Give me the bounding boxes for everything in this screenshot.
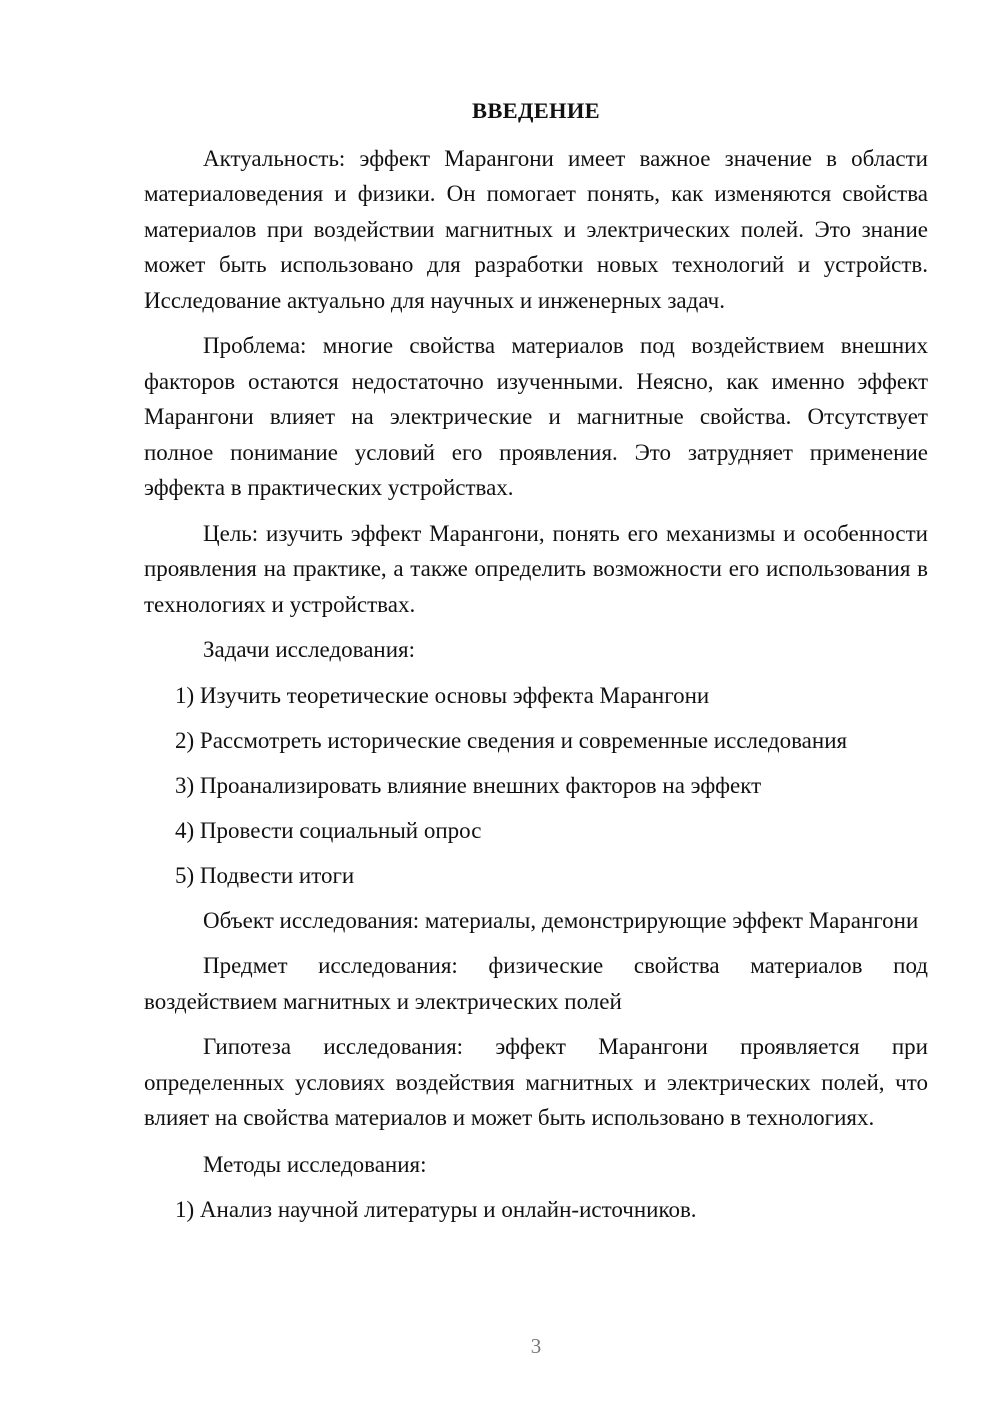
- section-heading: ВВЕДЕНИЕ: [472, 98, 600, 123]
- task-item: 4) Провести социальный опрос: [175, 817, 482, 843]
- relevance-paragraph: Актуальность: эффект Марангони имеет важное значение в области материаловедения и физики. Он помогает понять, как изменяются свойства материалов при воздействии магнитных и электрических полей. Это знание может быть использовано для разработки новых технологий и устройств. Исследование актуально для научных и инженерных задач.: [144, 145, 928, 313]
- task-item: 2) Рассмотреть исторические сведения и современные исследования: [175, 727, 848, 753]
- task-item: 1) Изучить теоретические основы эффекта Марангони: [175, 682, 710, 708]
- object-paragraph: Объект исследования: материалы, демонстрирующие эффект Марангони: [203, 907, 919, 933]
- page-number: 3: [530, 1334, 542, 1358]
- method-item: 1) Анализ научной литературы и онлайн-источников.: [175, 1197, 697, 1222]
- task-item: 3) Проанализировать влияние внешних факторов на эффект: [175, 772, 762, 798]
- methods-label: Методы исследования:: [203, 1151, 427, 1177]
- task-item: 5) Подвести итоги: [175, 862, 355, 888]
- goal-paragraph: Цель: изучить эффект Марангони, понять его механизмы и особенности проявления на практике, а также определить возможности его использования в технологиях и устройствах.: [144, 520, 928, 617]
- tasks-label: Задачи исследования:: [203, 637, 416, 662]
- page-content: [144, 93, 928, 1237]
- problem-paragraph: Проблема: многие свойства материалов под воздействием внешних факторов остаются недостаточно изученными. Неясно, как именно эффект Марангони влияет на электрические и магнитные свойства. Отсутствует полное понимание условий его проявления. Это затрудняет применение эффекта в практических устройствах.: [144, 333, 928, 500]
- subject-paragraph: Предмет исследования: физические свойства материалов под воздействием магнитных и электрических полей: [144, 953, 928, 1014]
- tasks-list: [144, 678, 928, 894]
- hypothesis-paragraph: Гипотеза исследования: эффект Марангони проявляется при определенных условиях воздействия магнитных и электрических полей, что влияет на свойства материалов и может быть использовано в технологиях.: [144, 1034, 928, 1130]
- methods-list: [144, 1192, 928, 1228]
